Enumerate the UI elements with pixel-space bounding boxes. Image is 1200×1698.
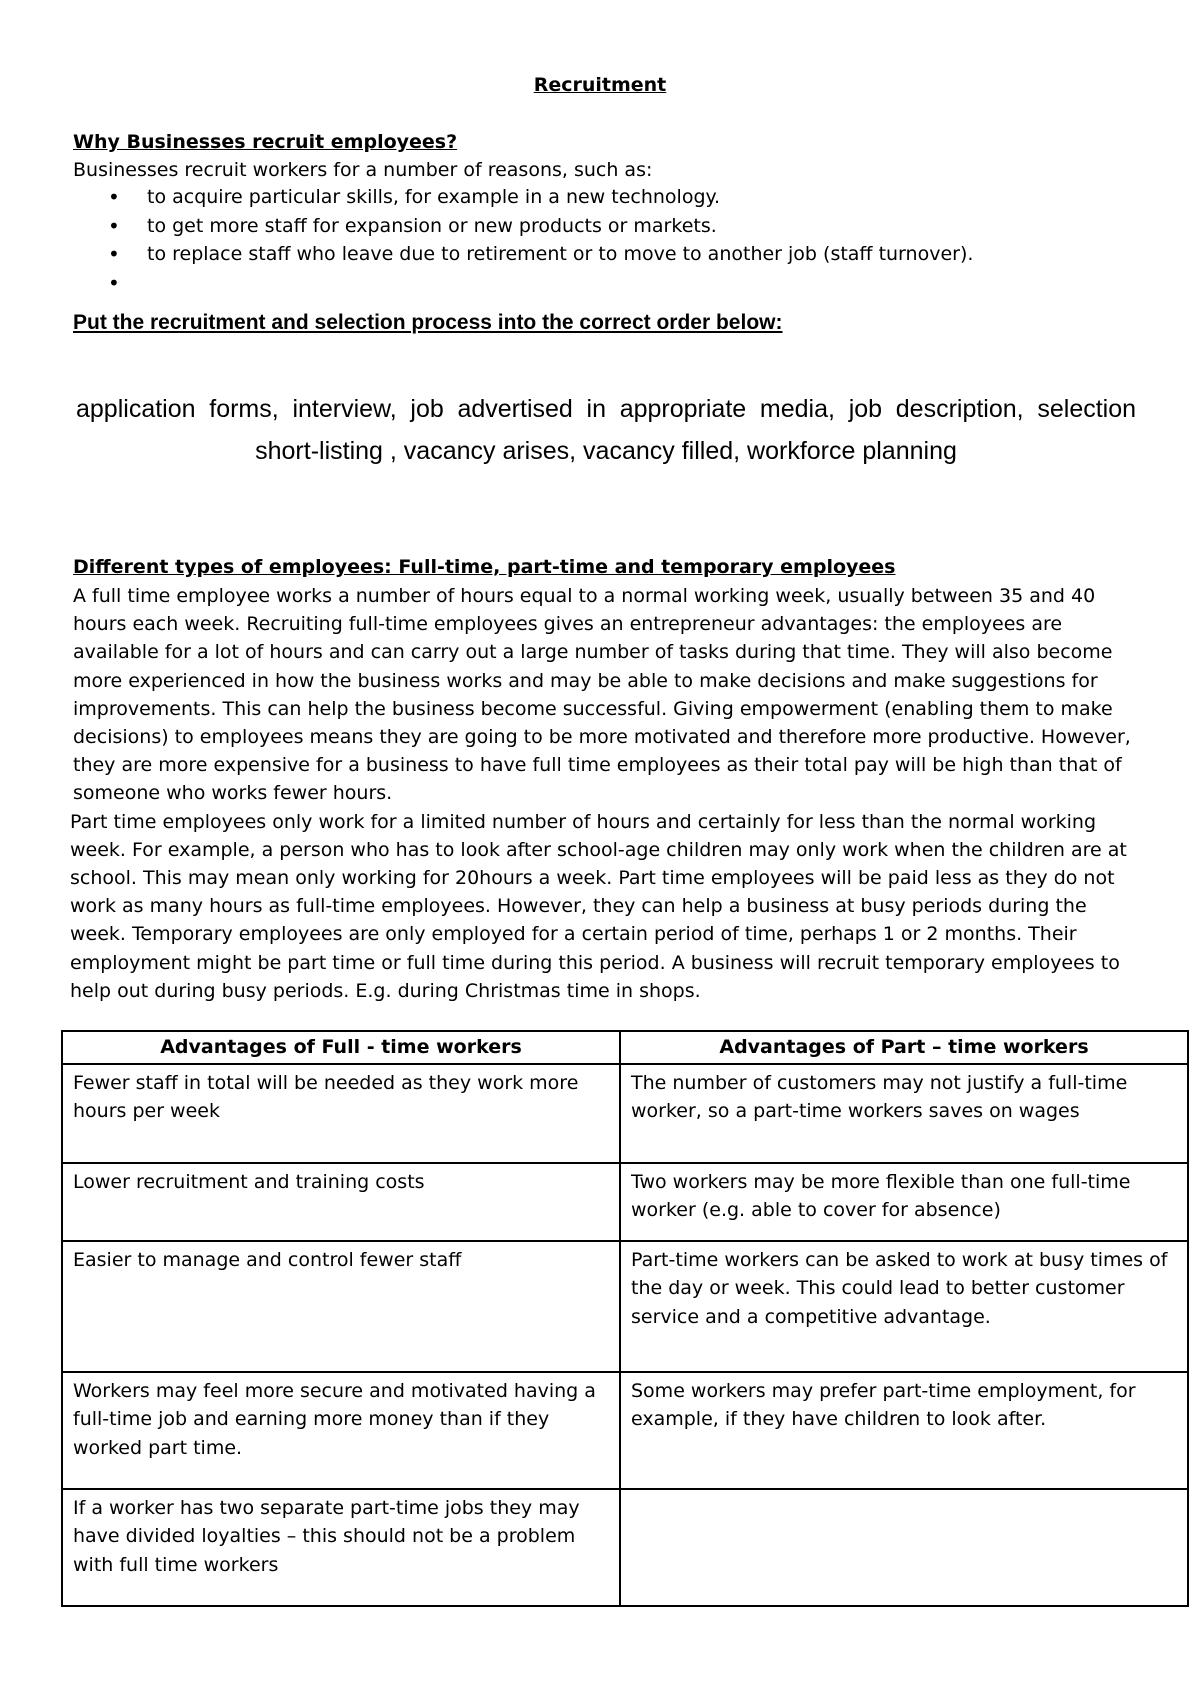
table-row [62,1163,1188,1241]
process-term: application forms, [76,395,279,423]
list-item [73,272,973,301]
order-heading: Put the recruitment and selection process into the correct order below: [73,311,783,334]
table-cell [620,1489,1188,1606]
why-intro: Businesses recruit workers for a number of reasons, such as: [73,159,653,181]
table-header-row [62,1031,1188,1064]
table-cell: The number of customers may not justify a full-time worker, so a part-time workers saves on wages [620,1064,1188,1163]
table-cell: Workers may feel more secure and motivated having a full-time job and earning more money than if they worked part time. [62,1372,620,1489]
paragraph-full-time: A full time employee works a number of hours equal to a normal working week, usually between 35 and 40 hours each week. Recruiting full-time employees gives an entrepreneur advantages: the employees are available for a lot of hours and can carry out a large number of tasks during that time. They will also become more experienced in how the business works and may be able to make decisions and make suggestions for improvements. This can help the business become successful. Giving empowerment (enabling them to make decisions) to employees means they are going to be more motivated and therefore more productive. However, they are more expensive for a business to have full time employees as their total pay will be high than that of someone who works fewer hours. [73,585,1131,805]
process-term: selection [1037,395,1137,423]
bullet-icon: • [108,185,120,209]
process-term: vacancy filled, [583,437,741,465]
why-heading: Why Businesses recruit employees? [73,131,458,153]
advantages-table [61,1030,1189,1607]
page-title: Recruitment [533,74,667,96]
column-header-part-time: Advantages of Part – time workers [620,1031,1188,1064]
list-item: • to replace staff who leave due to retirement or to move to another job (staff turnover). [108,242,974,266]
table-row [62,1064,1188,1163]
table-row [62,1372,1188,1489]
table-cell: Some workers may prefer part-time employment, for example, if they have children to look after. [620,1372,1188,1489]
process-term: vacancy arises, [403,437,577,465]
table-cell: Easier to manage and control fewer staff [62,1241,620,1372]
process-term: workforce planning [747,437,957,465]
process-term: job advertised in appropriate media, [410,395,835,423]
bullet-icon: • [108,242,120,266]
table-row [62,1241,1188,1372]
reasons-list [73,186,973,300]
table-cell: Two workers may be more flexible than one full-time worker (e.g. able to cover for absence) [620,1163,1188,1241]
bullet-icon: • [108,213,120,238]
bullet-icon: • [108,270,120,295]
table-cell: If a worker has two separate part-time jobs they may have divided loyalties – this should not be a problem with full time workers [62,1489,620,1606]
table-row [62,1489,1188,1606]
process-terms [76,388,1136,472]
process-term: job description, [848,395,1024,423]
table-cell: Lower recruitment and training costs [62,1163,620,1241]
column-header-full-time: Advantages of Full - time workers [62,1031,620,1064]
process-term: short-listing , [255,437,397,465]
table-cell: Fewer staff in total will be needed as they work more hours per week [62,1064,620,1163]
types-heading: Different types of employees: Full-time, part-time and temporary employees [73,556,896,578]
body-text [70,582,1133,1005]
list-item: • to get more staff for expansion or new products or markets. [108,213,717,238]
paragraph-part-time: Part time employees only work for a limited number of hours and certainly for less than the normal working week. For example, a person who has to look after school-age children may only work when the children are at school. This may mean only working for 20hours a week. Part time employees will be paid less as they do not work as many hours as full-time employees. However, they can help a business at busy periods during the week. Temporary employees are only employed for a certain period of time, perhaps 1 or 2 months. Their employment might be part time or full time during this period. A business will recruit temporary employees to help out during busy periods. E.g. during Christmas time in shops. [70,810,1127,1002]
table-cell: Part-time workers can be asked to work at busy times of the day or week. This could lead to better customer service and a competitive advantage. [620,1241,1188,1372]
list-item: • to acquire particular skills, for example in a new technology. [108,185,721,209]
process-term: interview, [292,395,397,423]
